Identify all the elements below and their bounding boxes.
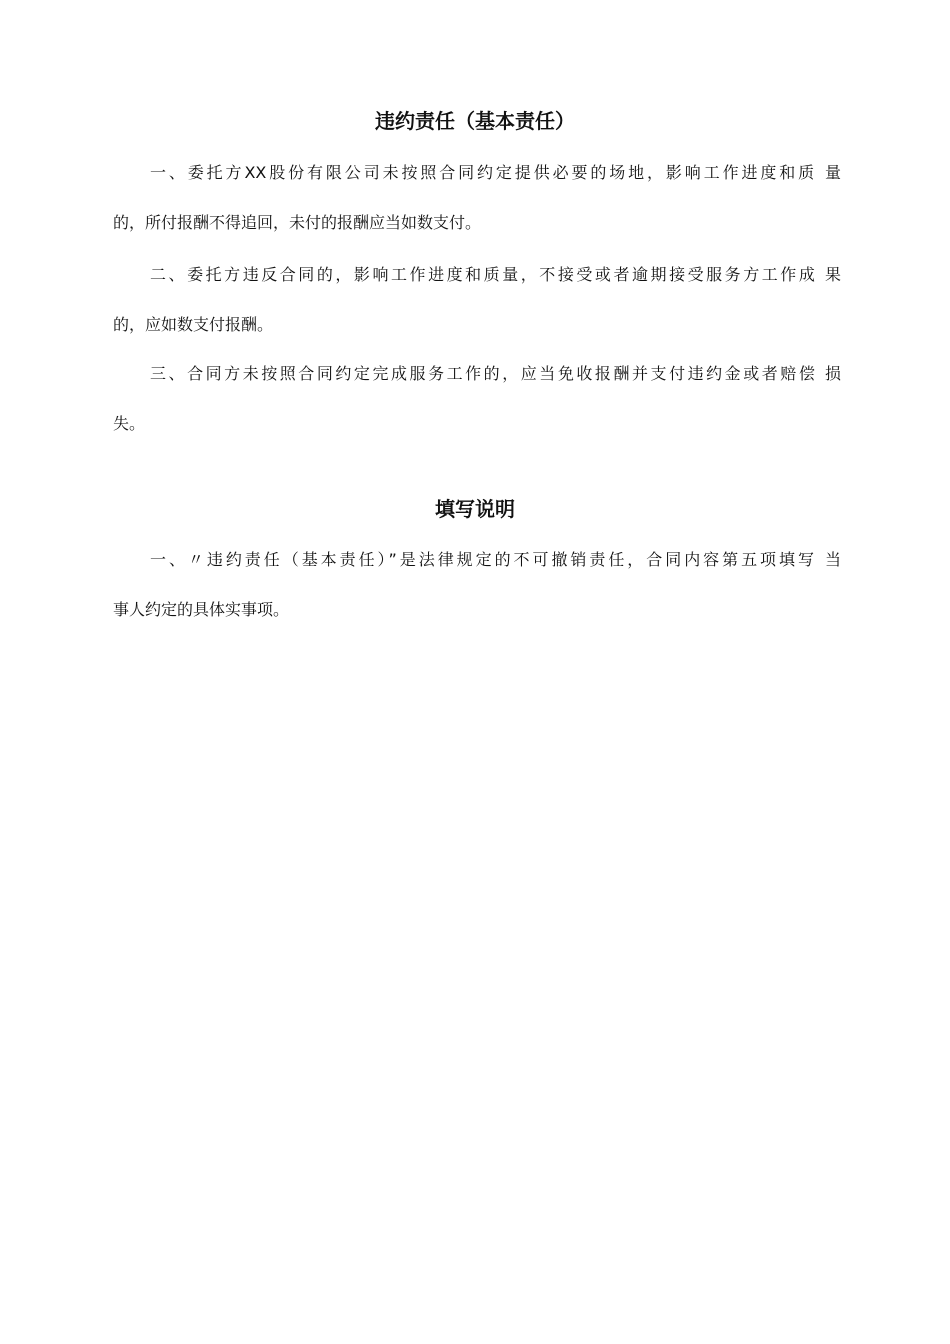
liability-paragraph-2 [113,262,841,338]
liability-paragraph-1 [113,160,841,236]
paragraph-line: 事人约定的具体实事项。 [113,600,290,619]
paragraph-line: 的，应如数支付报酬。 [113,315,274,334]
liability-paragraph-3 [113,361,841,437]
paragraph-line: 一、委托方XX股份有限公司未按照合同约定提供必要的场地，影响工作进度和质 量 [150,163,841,182]
paragraph-line: 失。 [113,414,146,433]
paragraph-line: 的，所付报酬不得追回，未付的报酬应当如数支付。 [113,213,482,232]
paragraph-line: 一、〃违约责任（基本责任）”是法律规定的不可撤销责任，合同内容第五项填写 当 [150,550,841,569]
paragraph-line: 二、委托方违反合同的，影响工作进度和质量，不接受或者逾期接受服务方工作成 果 [150,265,841,284]
paragraph-line: 三、合同方未按照合同约定完成服务工作的，应当免收报酬并支付违约金或者赔偿 损 [150,364,841,383]
section-title-instructions: 填写说明 [435,497,515,521]
instructions-paragraph-1 [113,547,841,623]
section-title-liability: 违约责任（基本责任） [375,109,575,133]
